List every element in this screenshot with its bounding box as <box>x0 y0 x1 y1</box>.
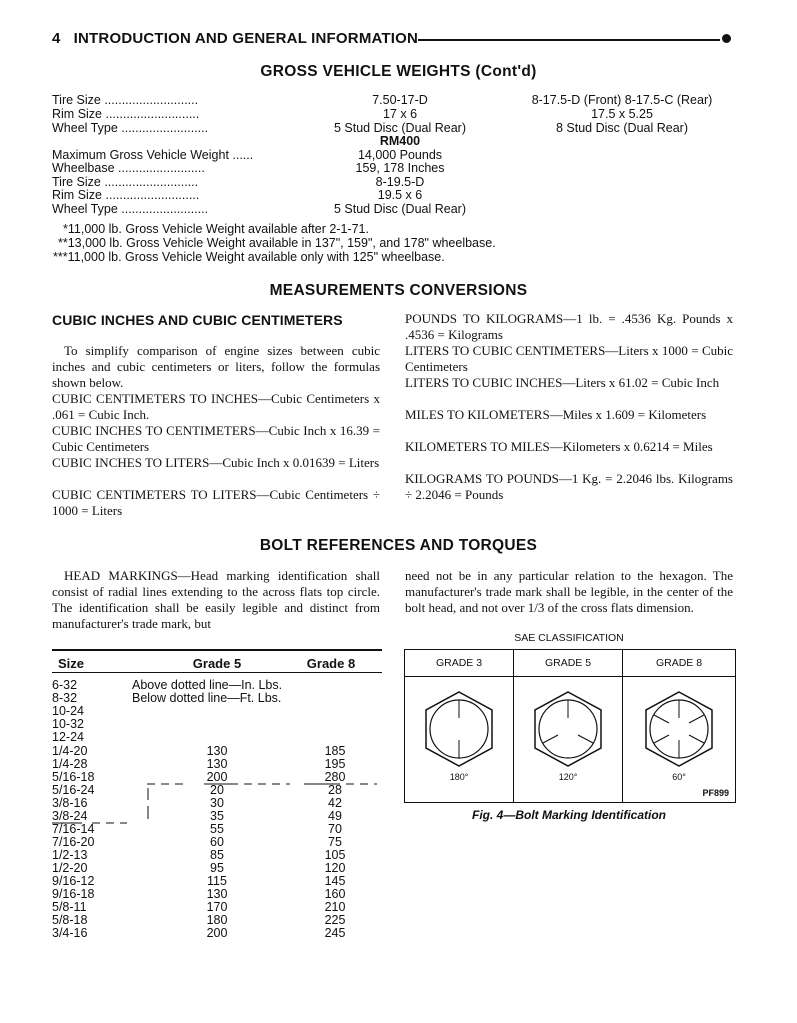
bolt-size: 9/16-18 <box>52 887 95 901</box>
bolt-head-grade3-icon <box>419 690 499 768</box>
figure-heading: SAE CLASSIFICATION <box>514 632 624 644</box>
grade5-torque: 130 <box>206 744 228 758</box>
conversion-item: LITERS TO CUBIC CENTIMETERS—Liters x 1000 = Cubic Centimeters <box>405 343 733 374</box>
grade5-torque: 130 <box>206 757 228 771</box>
gvw-row-value: 159, 178 Inches <box>355 161 445 175</box>
bolt-size: 1/2-13 <box>52 848 88 862</box>
gvw-row-label: Tire Size ........................... <box>52 176 199 189</box>
gvw-model-heading: RM400 <box>379 134 421 148</box>
conversion-item: CUBIC INCHES TO CENTIMETERS—Cubic Inch x 16.39 = Cubic Centimeters <box>52 423 380 454</box>
unit-boundary-dashes <box>52 679 392 949</box>
gvw-row-value-alt: 8-17.5-D (Front) 8-17.5-C (Rear) <box>531 93 713 107</box>
gvw-row-value-alt: 8 Stud Disc (Dual Rear) <box>556 121 688 135</box>
bolt-size: 5/8-18 <box>52 913 88 927</box>
conversion-item: KILOGRAMS TO POUNDS—1 Kg. = 2.2046 lbs. Kilograms ÷ 2.2046 = Pounds <box>405 471 733 502</box>
gvw-row-value: 5 Stud Disc (Dual Rear) <box>334 121 466 135</box>
col-header-grade5: Grade 5 <box>192 656 242 671</box>
grade8-torque: 280 <box>324 770 346 784</box>
gvw-row-label: Maximum Gross Vehicle Weight ...... <box>52 149 254 162</box>
gvw-title: GROSS VEHICLE WEIGHTS (Cont'd) <box>260 63 537 80</box>
figure-code: PF899 <box>702 788 729 798</box>
header-bullet-icon <box>722 34 731 43</box>
grade5-torque: 85 <box>210 848 224 862</box>
gvw-row-value: 7.50-17-D <box>372 93 428 107</box>
gvw-note: **13,000 lb. Gross Vehicle Weight available in 137", 159", and 178" wheelbase. <box>58 236 496 250</box>
grade-label: GRADE 8 <box>623 650 735 677</box>
gvw-row-label: Rim Size ........................... <box>52 189 200 202</box>
grade5-torque: 60 <box>210 835 224 849</box>
col-header-grade8: Grade 8 <box>306 656 356 671</box>
torque-table <box>52 679 392 949</box>
gvw-row-label: Wheel Type ......................... <box>52 122 209 135</box>
cubic-intro: To simplify comparison of engine sizes between cubic inches and cubic centimeters or liters, follow the formulas shown below. <box>52 343 380 390</box>
gvw-row-value: 14,000 Pounds <box>357 148 443 162</box>
conversion-item: MILES TO KILOMETERS—Miles x 1.609 = Kilometers <box>405 407 707 422</box>
head-markings-paragraph: HEAD MARKINGS—Head marking identification shall consist of radial lines extending to the across flats top circle. The identification shall be easily legible and distinct from manufacturer's trade mark, but <box>52 568 380 631</box>
grade8-torque: 195 <box>324 757 346 771</box>
bolt-size: 9/16-12 <box>52 874 95 888</box>
grade-5-cell <box>514 650 623 802</box>
gvw-note: ***11,000 lb. Gross Vehicle Weight available only with 125" wheelbase. <box>53 250 445 264</box>
bolt-size: 10-32 <box>52 717 84 731</box>
grade8-torque: 120 <box>324 861 346 875</box>
bolt-head-grade8-icon <box>639 690 719 768</box>
conversion-item: CUBIC INCHES TO LITERS—Cubic Inch x 0.01639 = Liters <box>52 455 380 470</box>
bolt-size: 10-24 <box>52 704 84 718</box>
page-header-title: INTRODUCTION AND GENERAL INFORMATION <box>73 30 419 47</box>
bolt-size: 6-32 <box>52 678 78 692</box>
grade8-torque: 42 <box>328 796 342 810</box>
bolt-size: 8-32 <box>52 691 78 705</box>
grade5-torque: 115 <box>207 874 227 888</box>
bolt-head-grade5-icon <box>528 690 608 768</box>
grade-angle: 120° <box>558 772 578 782</box>
grade8-torque: 210 <box>324 900 346 914</box>
gvw-row-value: 17 x 6 <box>382 107 418 121</box>
page-number: 4 <box>52 30 61 47</box>
grade8-torque: 160 <box>324 887 346 901</box>
table-header-rule <box>52 672 382 673</box>
grade8-torque: 105 <box>324 848 346 862</box>
gvw-row-value: 19.5 x 6 <box>377 188 423 202</box>
units-note: Above dotted line—In. Lbs. <box>132 678 283 692</box>
conversion-item: LITERS TO CUBIC INCHES—Liters x 61.02 = Cubic Inch <box>405 375 720 390</box>
bolt-size: 5/16-18 <box>52 770 95 784</box>
grade8-torque: 49 <box>328 809 342 823</box>
gvw-row-label: Rim Size ........................... <box>52 108 200 121</box>
measurements-title: MEASUREMENTS CONVERSIONS <box>269 282 528 299</box>
bolt-size: 1/4-28 <box>52 757 88 771</box>
grade5-torque: 200 <box>206 926 228 940</box>
gvw-row-label: Wheel Type ......................... <box>52 203 209 216</box>
grade5-torque: 55 <box>210 822 224 836</box>
grade5-torque: 95 <box>210 861 224 875</box>
grade5-torque: 200 <box>206 770 228 784</box>
grade5-torque: 20 <box>210 783 224 797</box>
bolt-size: 3/4-16 <box>52 926 88 940</box>
grade8-torque: 245 <box>324 926 346 940</box>
bolt-size: 7/16-20 <box>52 835 95 849</box>
grade-angle: 60° <box>672 772 686 782</box>
gvw-row-value: 8-19.5-D <box>375 175 425 189</box>
grade8-torque: 70 <box>328 822 342 836</box>
col-header-size: Size <box>58 656 85 671</box>
head-markings-paragraph-cont: need not be in any particular relation to the hexagon. The manufacturer's trade mark shall be legible, in the center of the bolt head, and not over 1/3 of the cross flats dimension. <box>405 568 733 615</box>
bolt-size: 5/16-24 <box>52 783 95 797</box>
bolt-size: 3/8-16 <box>52 796 88 810</box>
grade5-torque: 170 <box>206 900 228 914</box>
table-top-rule <box>52 649 382 651</box>
gvw-row-value-alt: 17.5 x 5.25 <box>591 107 653 121</box>
bolt-size: 7/16-14 <box>52 822 95 836</box>
grade8-torque: 145 <box>324 874 346 888</box>
grade8-torque: 225 <box>324 913 346 927</box>
conversion-item: POUNDS TO KILOGRAMS—1 lb. = .4536 Kg. Pounds x .4536 = Kilograms <box>405 311 733 342</box>
grade5-torque: 180 <box>206 913 228 927</box>
gvw-note: *11,000 lb. Gross Vehicle Weight available after 2-1-71. <box>63 222 369 236</box>
bolt-marking-figure <box>404 649 736 803</box>
gvw-row-label: Wheelbase ......................... <box>52 162 205 175</box>
grade-angle: 180° <box>449 772 469 782</box>
grade-label: GRADE 5 <box>514 650 622 677</box>
grade8-torque: 28 <box>328 783 342 797</box>
grade-8-cell <box>623 650 735 802</box>
units-note: Below dotted line—Ft. Lbs. <box>132 691 282 705</box>
gvw-row-value: 5 Stud Disc (Dual Rear) <box>334 202 466 216</box>
bolt-size: 5/8-11 <box>52 900 87 914</box>
bolt-size: 3/8-24 <box>52 809 88 823</box>
grade8-torque: 185 <box>324 744 346 758</box>
header-rule <box>418 39 720 41</box>
grade5-torque: 30 <box>210 796 224 810</box>
bolt-size: 12-24 <box>52 730 84 744</box>
conversion-item: CUBIC CENTIMETERS TO INCHES—Cubic Centimeters x .061 = Cubic Inch. <box>52 391 380 422</box>
bolt-size: 1/4-20 <box>52 744 88 758</box>
figure-caption: Fig. 4—Bolt Marking Identification <box>471 808 666 822</box>
conversion-item: CUBIC CENTIMETERS TO LITERS—Cubic Centimeters ÷ 1000 = Liters <box>52 487 380 518</box>
grade-label: GRADE 3 <box>405 650 513 677</box>
grade-3-cell <box>405 650 514 802</box>
cubic-heading: CUBIC INCHES AND CUBIC CENTIMETERS <box>52 312 343 328</box>
grade5-torque: 130 <box>206 887 228 901</box>
bolts-title: BOLT REFERENCES AND TORQUES <box>259 537 538 554</box>
grade5-torque: 35 <box>210 809 224 823</box>
conversion-item: KILOMETERS TO MILES—Kilometers x 0.6214 = Miles <box>405 439 713 454</box>
grade8-torque: 75 <box>328 835 342 849</box>
bolt-size: 1/2-20 <box>52 861 88 875</box>
gvw-row-label: Tire Size ........................... <box>52 94 199 107</box>
page-header <box>52 30 418 47</box>
